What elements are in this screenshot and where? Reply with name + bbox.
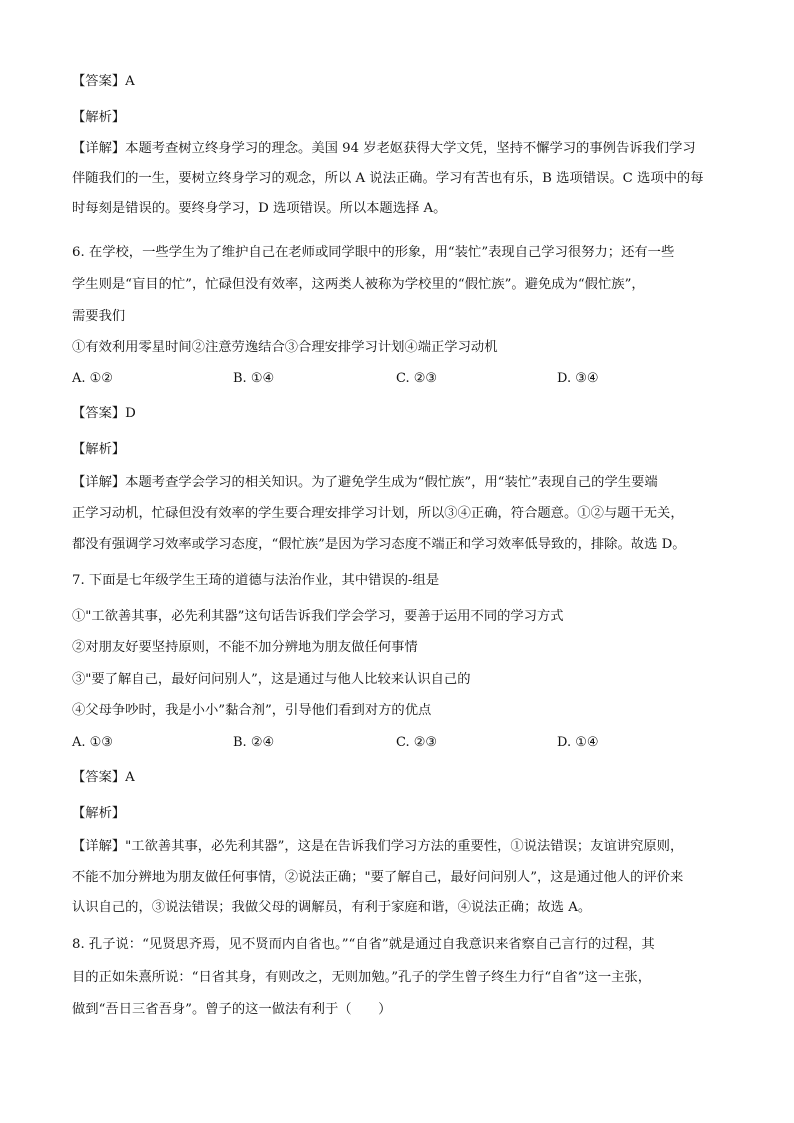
q7-option-b: B. ②④: [233, 735, 275, 750]
q8-stem-line: 做到“吾日三省吾身”。曾子的这一做法有利于（ ）: [72, 1002, 392, 1017]
q7-detail-line: 认识自己的，③说法错误；我做父母的调解员，有利于家庭和谐，④说法正确；故选 A。: [72, 900, 592, 915]
q6-option-b: B. ①④: [233, 371, 275, 386]
q7-statement: ④父母争吵时，我是小小”黏合剂”，引导他们看到对方的优点: [72, 703, 432, 718]
q6-statements: ①有效利用零星时间②注意劳逸结合③合理安排学习计划④端正学习动机: [72, 340, 498, 355]
q7-statement: ②对朋友好要坚持原则，不能不加分辨地为朋友做任何事情: [72, 640, 418, 655]
q7-option-c: C. ②③: [396, 735, 438, 750]
q7-answer: 【答案】A: [72, 770, 135, 785]
q5-answer: 【答案】A: [72, 74, 135, 89]
q6-detail-line: 正学习动机，忙碌但没有效率的学生要合理安排学习计划，所以③④正确，符合题意。①②与题干无关，: [72, 506, 684, 521]
q6-option-c: C. ②③: [396, 371, 438, 386]
q6-detail-line: 都没有强调学习效率或学习态度，“假忙族”是因为学习态度不端正和学习效率低导致的，排除。故选 D。: [72, 537, 686, 552]
q7-detail-line: 【详解】"工欲善其事，必先利其器”，这是在告诉我们学习方法的重要性，①说法错误；友谊讲究原则，: [72, 839, 684, 854]
q6-option-d: D. ③④: [557, 371, 599, 386]
q7-option-d: D. ①④: [557, 735, 599, 750]
q7-statement: ③"要了解自己，最好问问别人”，这是通过与他人比较来认识自己的: [72, 672, 471, 687]
q7-detail-line: 不能不加分辨地为朋友做任何事情，②说法正确；"要了解自己，最好问问别人”，这是通过他人的评价来: [72, 870, 684, 885]
q5-analysis-label: 【解析】: [72, 110, 126, 125]
q5-detail-line: 伴随我们的一生，要树立终身学习的观念，所以 A 说法正确。学习有苦也有乐，B 选项错误。C 选项中的每: [72, 171, 704, 186]
q8-stem-line: 目的正如朱熹所说：“日省其身，有则改之，无则加勉。”孔子的学生曾子终生力行“自省”这一主张，: [72, 970, 652, 985]
q7-analysis-label: 【解析】: [72, 806, 126, 821]
q6-stem-line: 学生则是“盲目的忙”，忙碌但没有效率，这两类人被称为学校里的“假忙族”。避免成为“假忙族”，: [72, 277, 645, 292]
q6-stem-line: 需要我们: [72, 309, 126, 324]
q6-answer: 【答案】D: [72, 406, 136, 421]
q7-statement: ①"工欲善其事，必先利其器”这句话告诉我们学会学习，要善于运用不同的学习方式: [72, 609, 564, 624]
q5-detail-line: 时每刻是错误的。要终身学习，D 选项错误。所以本题选择 A。: [72, 201, 447, 216]
q6-detail-line: 【详解】本题考查学会学习的相关知识。为了避免学生成为“假忙族”，用“装忙”表现自己的学生要端: [72, 475, 658, 490]
q6-option-a: A. ①②: [72, 371, 113, 386]
q7-stem: 7. 下面是七年级学生王琦的道德与法治作业，其中错误的-组是: [72, 573, 440, 588]
q6-analysis-label: 【解析】: [72, 442, 126, 457]
q7-option-a: A. ①③: [72, 735, 113, 750]
q8-stem-line: 8. 孔子说：“见贤思齐焉，见不贤而内自省也。”“自省”就是通过自我意识来省察自己言行的过程，其: [72, 937, 655, 952]
q5-detail-line: 【详解】本题考查树立终身学习的理念。美国 94 岁老妪获得大学文凭，坚持不懈学习的事例告诉我们学习: [72, 141, 696, 156]
q6-stem-line: 6. 在学校，一些学生为了维护自己在老师或同学眼中的形象，用“装忙”表现自己学习很努力；还有一些: [72, 245, 675, 260]
